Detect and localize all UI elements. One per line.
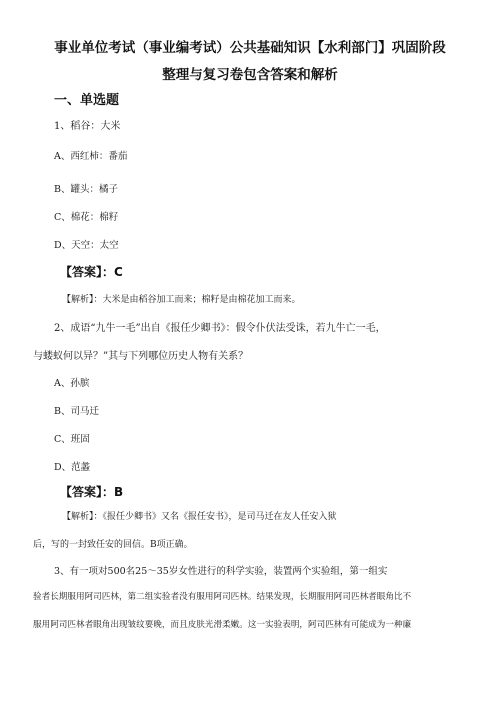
page-title-line-1: 事业单位考试（事业编考试）公共基础知识【水利部门】巩固阶段 <box>54 40 446 56</box>
q1-answer: 【答案】：C <box>60 265 123 279</box>
q2-answer: 【答案】：B <box>60 485 124 499</box>
q2-stem-line-2: 与蝼蚁何以异？”其与下列哪位历史人物有关系？ <box>33 351 249 362</box>
q2-explanation-line-2: 后，写的一封致任安的回信。B项正确。 <box>33 540 193 550</box>
q2-option-a: A、孙膑 <box>54 378 90 389</box>
q2-option-c: C、班固 <box>54 434 90 445</box>
q2-explanation-line-1: 【解析】：《报任少卿书》又名《报任安书》，是司马迁在友人任安入狱 <box>62 512 337 522</box>
q1-option-a: A、西红柿：番茄 <box>54 151 128 162</box>
q1-stem: 1、稻谷：大米 <box>54 121 121 132</box>
page-title-line-2: 整理与复习卷包含答案和解析 <box>162 67 338 83</box>
q3-stem-line-3: 服用阿司匹林者眼角出现皱纹要晚，而且皮肤光滑柔嫩。这一实验表明，阿司匹林有可能成为一种廉 <box>33 620 412 630</box>
section-heading-single-choice: 一、单选题 <box>54 93 120 108</box>
q2-option-b: B、司马迁 <box>54 406 99 417</box>
q3-stem-line-2: 验者长期服用阿司匹林，第二组实验者没有服用阿司匹林。结果发现，长期服用阿司匹林者眼角比不 <box>33 592 412 602</box>
q3-stem-line-1: 3、有一项对500名25～35岁女性进行的科学实验，装置两个实验组，第一组实 <box>54 566 388 577</box>
q2-stem-line-1: 2、成语“九牛一毛”出自《报任少卿书》：假令仆伏法受诛，若九牛亡一毛， <box>54 323 386 334</box>
q1-option-d: D、天空：太空 <box>54 240 119 251</box>
q1-explanation: 【解析】：大米是由稻谷加工而来；棉籽是由棉花加工而来。 <box>62 295 301 305</box>
q1-option-c: C、棉花：棉籽 <box>54 212 119 223</box>
q2-option-d: D、范蠡 <box>54 462 91 473</box>
q1-option-b: B、罐头：橘子 <box>54 184 118 195</box>
